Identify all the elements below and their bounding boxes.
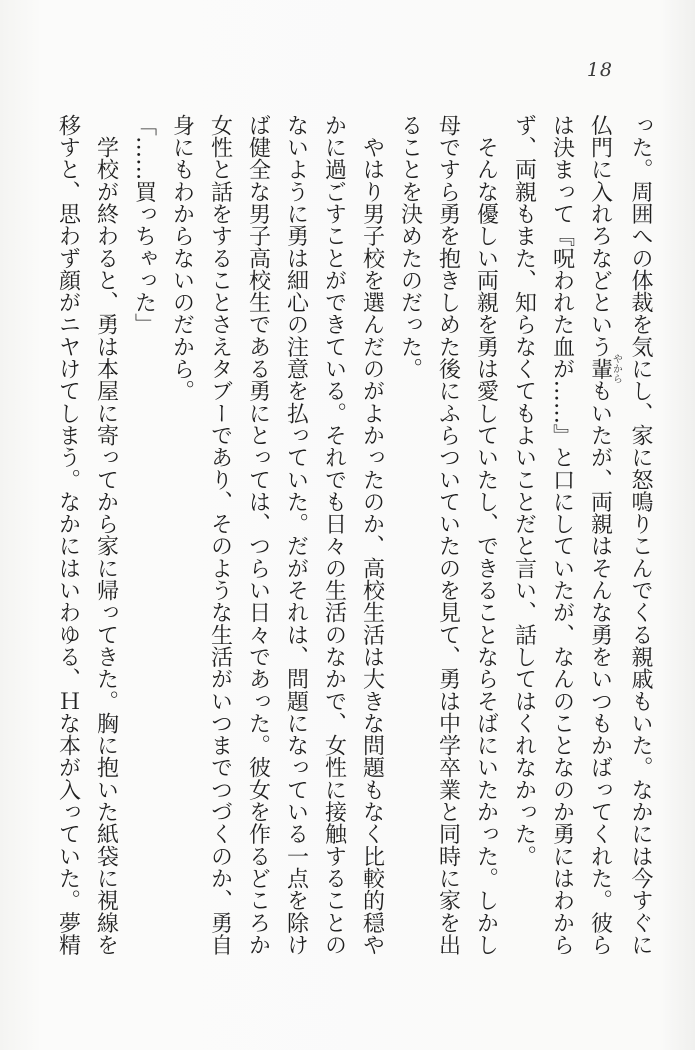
text-column-1: った。周囲への体裁を気にし、家に怒鳴りこんでくる親戚もいた。なかには今すぐに: [628, 114, 653, 956]
text-column-2-post: もいたが、両親はそんな勇をいつもかばってくれた。彼ら: [587, 379, 613, 956]
text-column-10: ないように勇は細心の注意を払っていた。だがそれは、問題になっている一点を除け: [283, 114, 309, 956]
text-column-4: ず、両親もまた、知らなくてもよいことだと言い、話してはくれなかった。: [511, 114, 537, 868]
text-column-7: ることを決めたのだった。: [397, 114, 423, 380]
text-column-3: は決まって『呪われた血が……』と口にしていたが、なんのことなのか勇にはわから: [549, 114, 575, 956]
text-column-16: 移すと、思わず顔がニヤけてしまう。なかにはいわゆる、Ｈな本が入っていた。夢精: [55, 114, 81, 956]
text-column-2: [581, 114, 622, 956]
text-column-11: ば健全な男子高校生である勇にとっては、つらい日々であった。彼女を作るどころか: [245, 114, 271, 956]
page-text: [49, 114, 660, 956]
text-column-8: やはり男子校を選んだのがよかったのか、高校生活は大きな問題もなく比較的穏や: [359, 114, 385, 956]
text-column-15: 学校が終わると、勇は本屋に寄ってから家に帰ってきた。胸に抱いた紙袋に視線を: [93, 114, 119, 956]
text-column-9: かに過ごすことができている。それでも日々の生活のなかで、女性に接触することの: [321, 114, 347, 956]
ruby-yakara: [587, 353, 622, 384]
ruby-furigana: やから: [610, 353, 622, 384]
text-column-2-pre: 仏門に入れろなどという: [587, 114, 613, 358]
text-column-5: そんな優しい両親を勇は愛していたし、できることならそばにいたかった。しかし: [473, 114, 499, 956]
text-column-12: 女性と話をすることさえタブーであり、そのような生活がいつまでつづくのか、勇自: [207, 114, 233, 956]
text-column-6: 母ですら勇を抱きしめた後にふらついていたのを見て、勇は中学卒業と同時に家を出: [435, 114, 461, 956]
page-number: 18: [586, 59, 613, 81]
text-column-14: 「……買っちゃった」: [131, 114, 157, 336]
ruby-base: 輩: [587, 353, 613, 384]
text-column-13: 身にもわからないのだから。: [169, 114, 195, 402]
